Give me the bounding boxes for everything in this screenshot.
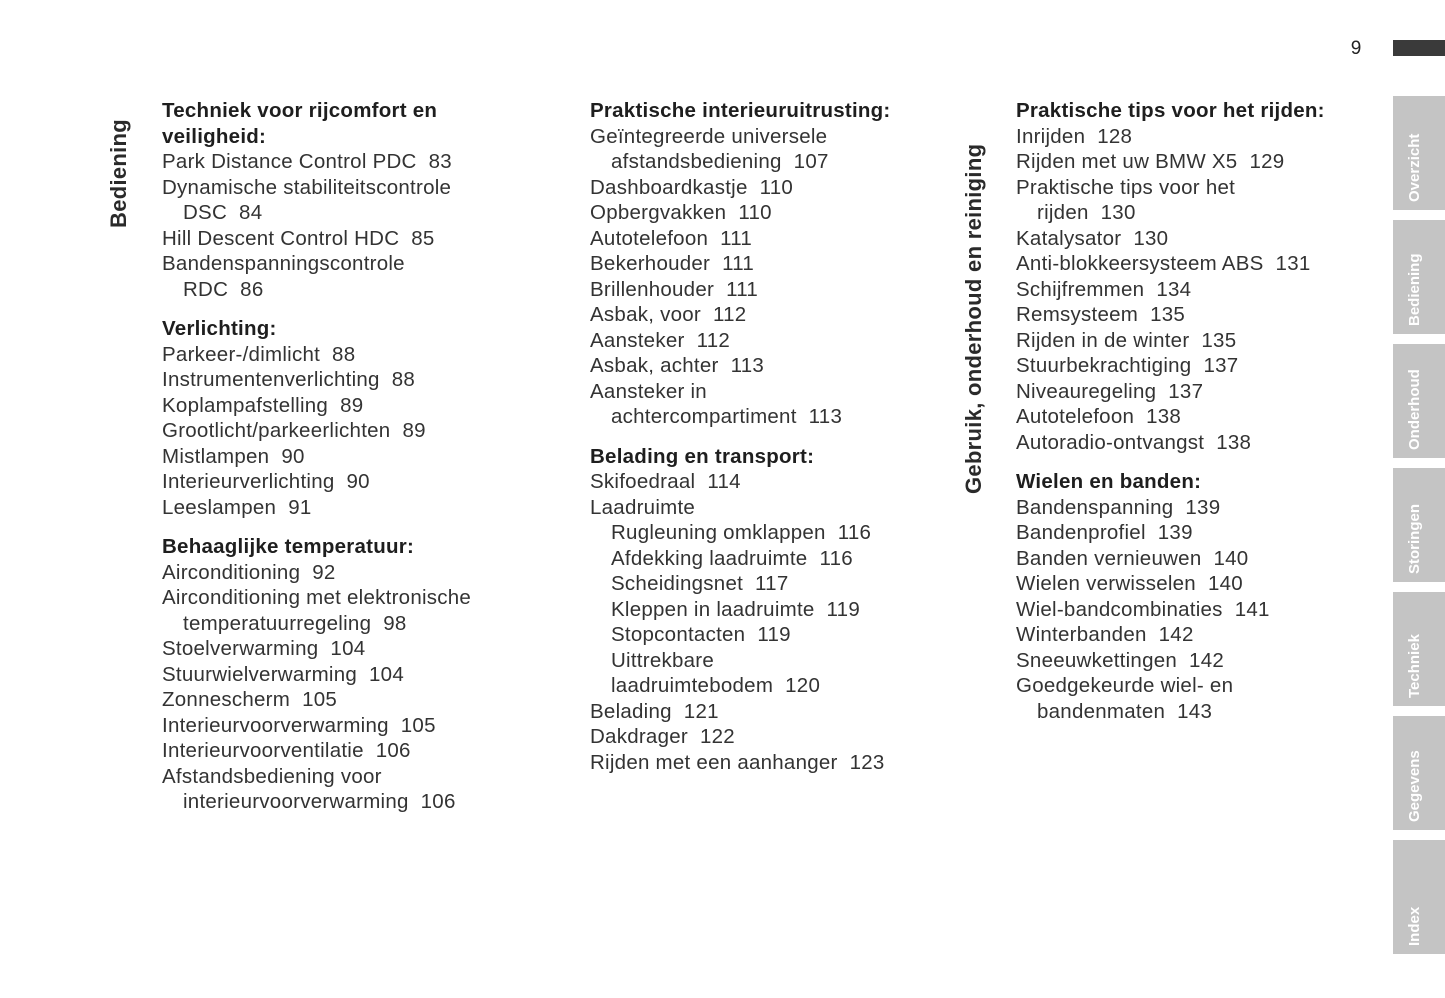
section-heading: Behaaglijke temperatuur: <box>162 535 415 558</box>
index-entry[interactable] <box>1016 546 1376 572</box>
entry-page-number: 139 <box>1157 521 1193 544</box>
entry-page-number: 140 <box>1213 546 1249 570</box>
entry-page-number: 134 <box>1156 277 1192 301</box>
entry-page-number: 92 <box>312 560 336 584</box>
index-section <box>1016 98 1376 455</box>
entry-text: interieurvoorverwarming <box>183 790 409 813</box>
entry-text: Geïntegreerde universele <box>590 124 828 148</box>
index-entry[interactable] <box>1016 149 1376 175</box>
entry-text: Aansteker <box>590 328 685 352</box>
entry-page-number: 116 <box>837 521 872 544</box>
entry-text: Banden vernieuwen <box>1016 546 1202 570</box>
entry-page-number: 119 <box>757 623 791 646</box>
index-entry[interactable] <box>1016 673 1376 699</box>
entry-page-number: 106 <box>375 739 411 762</box>
index-entry[interactable] <box>590 571 950 597</box>
entry-text: Airconditioning <box>162 560 301 584</box>
index-entry[interactable] <box>162 444 582 470</box>
index-entry[interactable] <box>162 149 582 175</box>
entry-text: Stopcontacten <box>611 623 746 646</box>
entry-page-number: 130 <box>1133 226 1169 250</box>
entry-page-number: 105 <box>302 688 338 711</box>
entry-text: Laadruimte <box>590 495 696 519</box>
page-number: 9 <box>1350 38 1362 59</box>
entry-page-number: 89 <box>340 393 364 417</box>
index-entry[interactable] <box>1016 520 1376 546</box>
index-entry[interactable] <box>590 750 950 776</box>
entry-text: Parkeer-/dimlicht <box>162 342 321 366</box>
entry-text: achtercompartiment <box>611 405 797 428</box>
index-entry[interactable] <box>1016 200 1376 226</box>
entry-page-number: 88 <box>391 368 415 391</box>
index-entry[interactable] <box>590 546 950 572</box>
index-entry[interactable] <box>1016 648 1376 674</box>
entry-text: Leeslampen <box>162 495 277 519</box>
top-marker-bar <box>1393 40 1445 56</box>
entry-page-number: 140 <box>1207 572 1243 595</box>
entry-text: Wiel-bandcombinaties <box>1016 597 1223 621</box>
section-heading: veiligheid: <box>162 124 267 148</box>
index-entry[interactable] <box>590 149 950 175</box>
entry-page-number: 84 <box>239 201 263 224</box>
entry-text: Stuurwielverwarming <box>162 662 358 686</box>
index-entry[interactable] <box>590 226 950 252</box>
entry-page-number: 120 <box>785 674 821 697</box>
entry-text: rijden <box>1037 201 1089 224</box>
index-entry[interactable] <box>590 251 950 277</box>
entry-text: Sneeuwkettingen <box>1016 648 1178 672</box>
entry-page-number: 90 <box>281 444 305 468</box>
entry-text: Asbak, achter <box>590 354 719 377</box>
index-entry[interactable] <box>590 353 950 379</box>
section-heading: Verlichting: <box>162 317 277 340</box>
entry-page-number: 88 <box>332 342 356 366</box>
index-entry[interactable] <box>1016 251 1376 277</box>
entry-text: Uittrekbare <box>611 648 715 672</box>
section-heading: Techniek voor rijcomfort en <box>162 99 438 122</box>
entry-page-number: 112 <box>713 303 747 326</box>
index-section <box>590 98 950 430</box>
section-title-bediening: Bediening <box>106 118 131 228</box>
entry-page-number: 106 <box>420 790 456 813</box>
entry-text: Airconditioning met elektronische <box>162 586 472 609</box>
entry-text: Interieurvoorventilatie <box>162 739 364 762</box>
index-entry[interactable] <box>162 418 582 444</box>
entry-page-number: 112 <box>696 328 730 352</box>
entry-page-number: 116 <box>819 546 853 570</box>
index-entry[interactable] <box>590 302 950 328</box>
entry-text: Inrijden <box>1016 124 1086 148</box>
entry-text: Zonnescherm <box>162 688 291 711</box>
entry-page-number: 111 <box>720 226 753 250</box>
index-entry[interactable] <box>590 379 950 405</box>
entry-text: Bandenspanning <box>1016 495 1174 519</box>
index-entry[interactable] <box>1016 302 1376 328</box>
entry-text: Mistlampen <box>162 444 270 468</box>
entry-text: Goedgekeurde wiel- en <box>1016 674 1234 697</box>
entry-page-number: 135 <box>1201 328 1237 352</box>
index-entry[interactable] <box>1016 571 1376 597</box>
entry-page-number: 131 <box>1275 252 1311 275</box>
index-entry[interactable] <box>162 200 582 226</box>
index-entry[interactable] <box>162 611 582 637</box>
entry-text: Rijden met een aanhanger <box>590 750 838 774</box>
entry-page-number: 142 <box>1158 623 1194 646</box>
index-column-2 <box>590 98 950 789</box>
index-entry[interactable] <box>162 789 582 815</box>
side-tab-bediening[interactable]: Bediening <box>1393 220 1445 334</box>
entry-page-number: 113 <box>808 405 843 428</box>
index-entry[interactable] <box>162 560 582 586</box>
entry-text: Rijden in de winter <box>1016 328 1190 352</box>
entry-page-number: 105 <box>400 713 436 737</box>
index-entry[interactable] <box>162 585 582 611</box>
entry-text: Anti-blokkeersysteem ABS <box>1016 252 1264 275</box>
section-heading: Praktische tips voor het rijden: <box>1016 99 1325 122</box>
index-entry[interactable] <box>590 124 950 150</box>
index-entry[interactable] <box>162 662 582 688</box>
index-entry[interactable] <box>162 367 582 393</box>
side-tab-onderhoud[interactable]: Onderhoud <box>1393 344 1445 458</box>
entry-page-number: 91 <box>288 495 312 519</box>
entry-page-number: 122 <box>699 725 735 748</box>
index-entry[interactable] <box>590 404 950 430</box>
index-entry[interactable] <box>1016 699 1376 725</box>
entry-text: Grootlicht/parkeerlichten <box>162 419 391 442</box>
entry-text: Autotelefoon <box>1016 405 1135 428</box>
entry-text: Dakdrager <box>590 725 688 748</box>
entry-page-number: 141 <box>1234 597 1270 621</box>
entry-page-number: 123 <box>849 750 885 774</box>
side-tab-overzicht[interactable]: Overzicht <box>1393 96 1445 210</box>
side-tab-strip <box>1393 96 1445 964</box>
entry-page-number: 89 <box>402 419 426 442</box>
entry-page-number: 128 <box>1097 124 1133 148</box>
index-entry[interactable] <box>590 648 950 674</box>
index-entry[interactable] <box>162 738 582 764</box>
index-entry[interactable] <box>1016 404 1376 430</box>
index-entry[interactable] <box>162 713 582 739</box>
index-entry[interactable] <box>1016 430 1376 456</box>
index-section <box>1016 469 1376 724</box>
index-entry[interactable] <box>1016 124 1376 150</box>
entry-text: Afstandsbediening voor <box>162 764 382 788</box>
index-entry[interactable] <box>590 495 950 521</box>
index-entry[interactable] <box>590 200 950 226</box>
entry-text: Stoelverwarming <box>162 637 319 660</box>
index-entry[interactable] <box>162 495 582 521</box>
entry-text: Rugleuning omklappen <box>611 521 826 544</box>
index-entry[interactable] <box>162 764 582 790</box>
entry-text: DSC <box>183 201 228 224</box>
entry-text: temperatuurregeling <box>183 611 372 635</box>
entry-text: Katalysator <box>1016 226 1122 250</box>
entry-text: RDC <box>183 277 229 301</box>
entry-page-number: 129 <box>1249 150 1285 173</box>
entry-text: Bandenprofiel <box>1016 521 1146 544</box>
entry-text: Autotelefoon <box>590 226 709 250</box>
entry-page-number: 111 <box>722 252 755 275</box>
index-entry[interactable] <box>162 636 582 662</box>
index-entry[interactable] <box>590 724 950 750</box>
index-entry[interactable] <box>590 597 950 623</box>
entry-text: Praktische tips voor het <box>1016 175 1236 199</box>
entry-page-number: 138 <box>1146 405 1182 428</box>
entry-text: Afdekking laadruimte <box>611 546 808 570</box>
entry-text: Interieurverlichting <box>162 470 335 493</box>
index-entry[interactable] <box>162 251 582 277</box>
index-entry[interactable] <box>1016 328 1376 354</box>
index-section <box>590 444 950 776</box>
entry-text: Instrumentenverlichting <box>162 368 380 391</box>
entry-page-number: 121 <box>683 699 719 723</box>
entry-page-number: 117 <box>755 572 789 595</box>
index-entry[interactable] <box>590 328 950 354</box>
entry-text: Remsysteem <box>1016 303 1139 326</box>
index-entry[interactable] <box>162 277 582 303</box>
entry-text: Hill Descent Control HDC <box>162 226 400 250</box>
index-entry[interactable] <box>1016 622 1376 648</box>
index-entry[interactable] <box>590 520 950 546</box>
entry-text: afstandsbediening <box>611 150 782 173</box>
section-heading: Belading en transport: <box>590 444 815 468</box>
entry-page-number: 110 <box>738 201 772 224</box>
entry-text: Autoradio-ontvangst <box>1016 430 1205 454</box>
entry-text: laadruimtebodem <box>611 674 774 697</box>
entry-page-number: 114 <box>707 470 741 493</box>
entry-text: Dynamische stabiliteitscontrole <box>162 175 452 199</box>
entry-page-number: 139 <box>1185 495 1221 519</box>
entry-page-number: 113 <box>730 354 765 377</box>
entry-text: Niveauregeling <box>1016 379 1157 403</box>
index-entry[interactable] <box>162 226 582 252</box>
index-entry[interactable] <box>162 175 582 201</box>
entry-text: Scheidingsnet <box>611 572 744 595</box>
index-entry[interactable] <box>590 673 950 699</box>
index-entry[interactable] <box>162 393 582 419</box>
entry-text: Wielen verwisselen <box>1016 572 1196 595</box>
index-column-1 <box>162 98 582 829</box>
section-heading: Wielen en banden: <box>1016 470 1202 493</box>
entry-page-number: 111 <box>726 277 758 301</box>
section-heading: Praktische interieuruitrusting: <box>590 99 891 122</box>
section-title-gebruik: Gebruik, onderhoud en reiniging <box>961 143 986 494</box>
entry-text: Park Distance Control PDC <box>162 150 417 173</box>
entry-page-number: 137 <box>1168 379 1204 403</box>
entry-text: Bekerhouder <box>590 252 711 275</box>
index-entry[interactable] <box>162 342 582 368</box>
index-entry[interactable] <box>1016 175 1376 201</box>
entry-text: Interieurvoorverwarming <box>162 713 389 737</box>
entry-page-number: 119 <box>826 597 860 621</box>
index-section <box>162 98 582 302</box>
index-entry[interactable] <box>1016 226 1376 252</box>
entry-text: Aansteker in <box>590 379 707 403</box>
entry-page-number: 142 <box>1189 648 1225 672</box>
index-section <box>162 534 582 815</box>
entry-page-number: 110 <box>759 175 794 199</box>
entry-page-number: 104 <box>330 637 366 660</box>
index-entry[interactable] <box>162 687 582 713</box>
index-entry[interactable] <box>1016 379 1376 405</box>
entry-page-number: 137 <box>1203 354 1239 377</box>
entry-text: Kleppen in laadruimte <box>611 597 815 621</box>
index-entry[interactable] <box>1016 277 1376 303</box>
side-tab-gegevens[interactable]: Gegevens <box>1393 716 1445 830</box>
index-entry[interactable] <box>1016 353 1376 379</box>
entry-page-number: 130 <box>1100 201 1136 224</box>
entry-text: Koplampafstelling <box>162 393 329 417</box>
entry-text: Skifoedraal <box>590 470 696 493</box>
index-column-3 <box>1016 98 1376 738</box>
index-entry[interactable] <box>1016 597 1376 623</box>
entry-page-number: 138 <box>1216 430 1252 454</box>
entry-page-number: 143 <box>1177 699 1213 723</box>
index-section <box>162 316 582 520</box>
entry-text: Dashboardkastje <box>590 175 748 199</box>
entry-page-number: 104 <box>369 662 404 686</box>
entry-text: Rijden met uw BMW X5 <box>1016 150 1238 173</box>
entry-text: Asbak, voor <box>590 303 701 326</box>
entry-page-number: 85 <box>411 226 435 250</box>
entry-text: Belading <box>590 699 672 723</box>
entry-text: bandenmaten <box>1037 699 1166 723</box>
entry-page-number: 98 <box>383 611 407 635</box>
entry-text: Schijfremmen <box>1016 277 1145 301</box>
side-tab-storingen[interactable]: Storingen <box>1393 468 1445 582</box>
index-entry[interactable] <box>590 622 950 648</box>
entry-text: Winterbanden <box>1016 623 1147 646</box>
index-entry[interactable] <box>590 469 950 495</box>
index-entry[interactable] <box>590 277 950 303</box>
entry-page-number: 83 <box>428 150 452 173</box>
index-entry[interactable] <box>590 699 950 725</box>
entry-text: Brillenhouder <box>590 277 715 301</box>
side-tab-index[interactable]: Index <box>1393 840 1445 954</box>
index-entry[interactable] <box>590 175 950 201</box>
entry-text: Opbergvakken <box>590 201 727 224</box>
entry-page-number: 107 <box>793 150 829 173</box>
entry-page-number: 86 <box>240 277 264 301</box>
entry-page-number: 90 <box>346 470 370 493</box>
entry-text: Bandenspanningscontrole <box>162 252 405 275</box>
entry-page-number: 135 <box>1150 303 1186 326</box>
index-entry[interactable] <box>162 469 582 495</box>
index-entry[interactable] <box>1016 495 1376 521</box>
side-tab-techniek[interactable]: Techniek <box>1393 592 1445 706</box>
entry-text: Stuurbekrachtiging <box>1016 354 1192 377</box>
